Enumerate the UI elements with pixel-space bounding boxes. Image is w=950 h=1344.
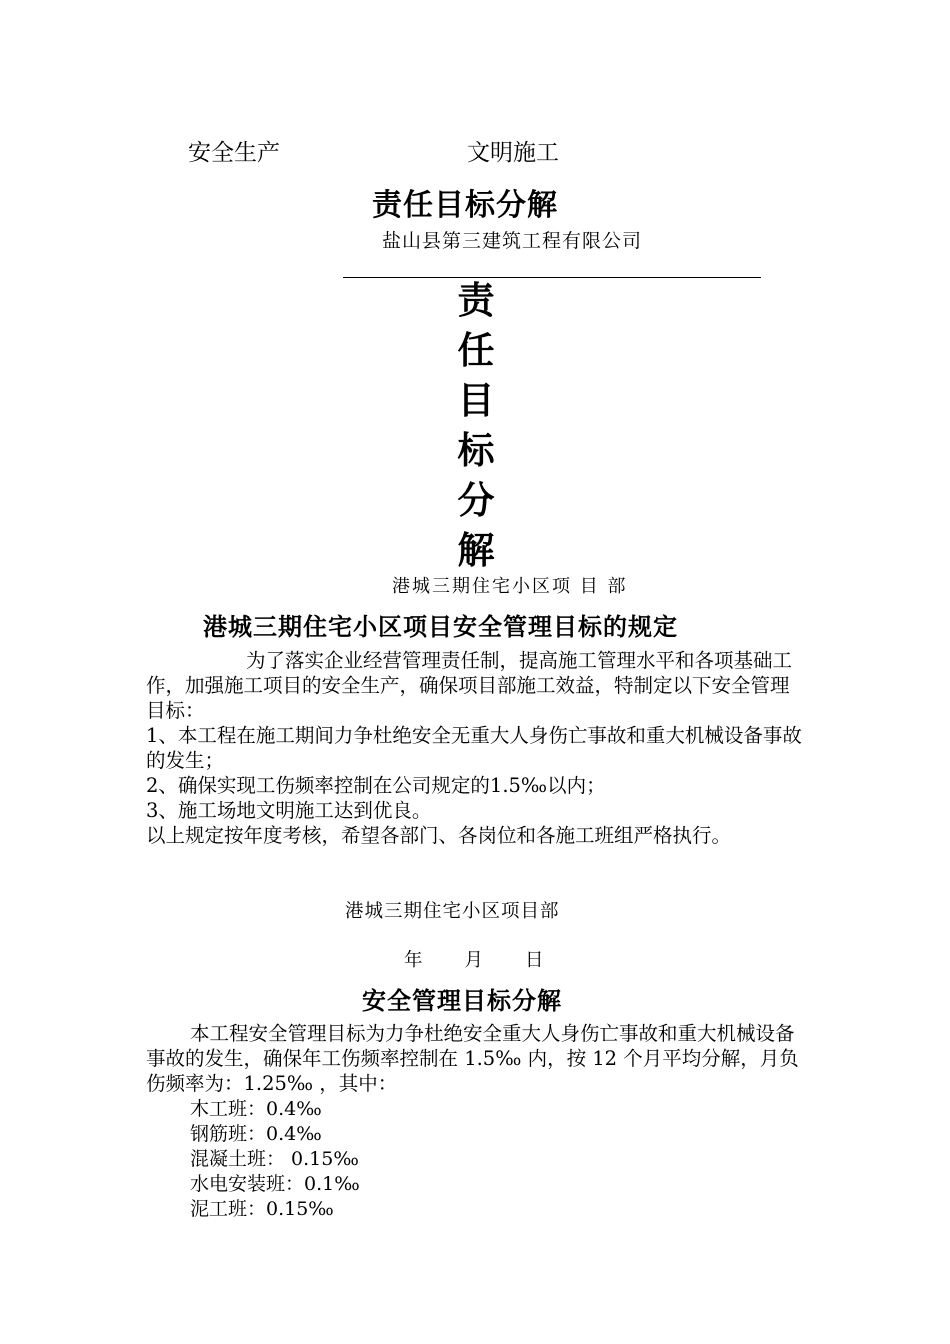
section-title-regulations: 港城三期住宅小区项目安全管理目标的规定: [203, 612, 678, 641]
regulation-item-1: 1、本工程在施工期间力争杜绝安全无重大人身伤亡事故和重大机械设备事故的发生；: [146, 724, 802, 772]
page-title: 责任目标分解: [372, 188, 558, 223]
regulations-closing: 以上规定按年度考核，希望各部门、各岗位和各施工班组严格执行。: [146, 824, 732, 847]
header-right-slogan: 文明施工: [467, 140, 559, 165]
vertical-title: [452, 275, 500, 575]
regulations-body: [146, 648, 808, 848]
regulation-item-2: 2、确保实现工伤频率控制在公司规定的1.5‰以内；: [146, 774, 606, 797]
regulations-intro: 为了落实企业经营管理责任制，提高施工管理水平和各项基础工作，加强施工项目的安全生产，确保项目部施工效益，特制定以下安全管理目标：: [146, 649, 793, 722]
header-left-slogan: 安全生产: [188, 140, 280, 165]
list-item: 木工班：0.4‰: [190, 1098, 322, 1120]
vertical-title-char: 目: [457, 378, 495, 422]
signature-date: [404, 946, 586, 972]
vertical-title-char: 标: [457, 428, 495, 472]
project-department: 港城三期住宅小区项 目 部: [392, 576, 628, 597]
team-rate-list: [190, 1097, 360, 1222]
breakdown-intro: 本工程安全管理目标为力争杜绝安全重大人身伤亡事故和重大机械设备事故的发生，确保年工伤频率控制在 1.5‰ 内，按 12 个月平均分解，月负伤频率为：1.25‰ ，其中：: [146, 1022, 799, 1095]
list-item: 水电安装班：0.1‰: [190, 1173, 360, 1195]
signature-department: 港城三期住宅小区项目部: [345, 901, 560, 922]
list-item: 钢筋班：0.4‰: [190, 1123, 322, 1145]
section-title-breakdown: 安全管理目标分解: [362, 986, 562, 1015]
regulation-item-3: 3、施工场地文明施工达到优良。: [146, 799, 432, 822]
list-item: 混凝土班： 0.15‰: [190, 1148, 359, 1170]
header-divider: [343, 277, 761, 278]
company-name: 盐山县第三建筑工程有限公司: [382, 230, 643, 252]
date-year: 年: [404, 950, 423, 971]
date-day: 日: [525, 950, 544, 971]
vertical-title-char: 解: [457, 528, 495, 572]
date-month: 月: [464, 950, 484, 971]
vertical-title-char: 任: [457, 328, 495, 372]
vertical-title-char: 分: [457, 478, 495, 522]
vertical-title-char: 责: [457, 278, 495, 322]
list-item: 泥工班：0.15‰: [190, 1198, 334, 1220]
